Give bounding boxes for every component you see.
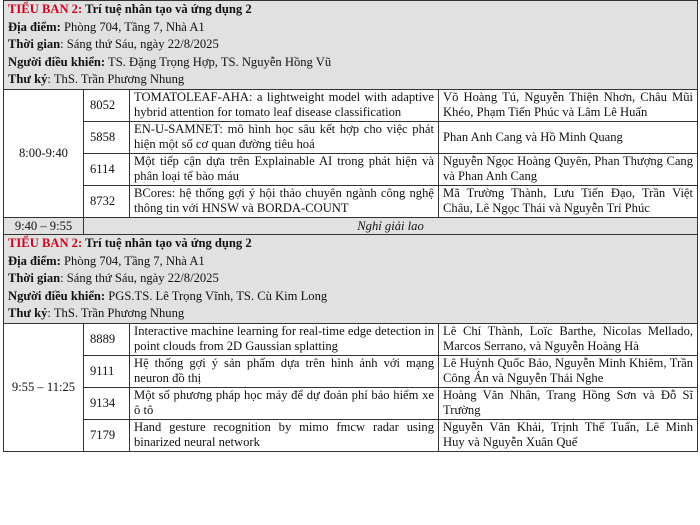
session-label: TIỂU BAN 2: bbox=[8, 235, 83, 250]
table-row bbox=[4, 419, 698, 451]
chairs-line bbox=[4, 54, 697, 72]
table-row bbox=[4, 355, 698, 387]
program-table bbox=[3, 0, 698, 452]
paper-id: 7179 bbox=[84, 419, 130, 451]
paper-authors: Mã Trường Thành, Lưu Tiến Đạo, Trần Việt Châu, Lê Ngọc Thái và Nguyễn Trí Phúc bbox=[439, 185, 698, 217]
paper-title: BCores: hệ thống gợi ý hội thảo chuyên ngành công nghệ thông tin với HNSW và BORDA-COUNT bbox=[130, 185, 439, 217]
session-info bbox=[4, 234, 698, 323]
secretary-label: Thư ký bbox=[8, 306, 48, 321]
location-value: Phòng 704, Tầng 7, Nhà A1 bbox=[60, 19, 205, 34]
paper-authors: Hoàng Văn Nhân, Trang Hồng Sơn và Đỗ Sĩ Trường bbox=[439, 387, 698, 419]
chairs-label: Người điều khiển: bbox=[8, 54, 106, 69]
paper-id: 9134 bbox=[84, 387, 130, 419]
paper-authors: Phan Anh Cang và Hồ Minh Quang bbox=[439, 121, 698, 153]
chairs-value: PGS.TS. Lê Trọng Vĩnh, TS. Cù Kim Long bbox=[105, 288, 328, 303]
location-label: Địa điểm: bbox=[8, 253, 61, 268]
session-header bbox=[4, 234, 698, 323]
paper-id: 8889 bbox=[84, 323, 130, 355]
table-row bbox=[4, 89, 698, 121]
paper-id: 8732 bbox=[84, 185, 130, 217]
paper-authors: Nguyễn Ngọc Hoàng Quyên, Phan Thượng Cang và Phan Anh Cang bbox=[439, 153, 698, 185]
time-slot: 8:00-9:40 bbox=[4, 89, 84, 217]
break-label: Nghỉ giải lao bbox=[84, 217, 698, 234]
paper-authors: Nguyễn Văn Khải, Trịnh Thế Tuấn, Lê Minh Huy và Nguyễn Xuân Quế bbox=[439, 419, 698, 451]
time-line bbox=[4, 270, 697, 288]
session-title: Trí tuệ nhân tạo và ứng dụng 2 bbox=[82, 2, 252, 16]
location-line bbox=[4, 253, 697, 271]
paper-title: Hand gesture recognition by mimo fmcw radar using binarized neural network bbox=[130, 419, 439, 451]
location-label: Địa điểm: bbox=[8, 19, 61, 34]
paper-id: 5858 bbox=[84, 121, 130, 153]
secretary-value: : ThS. Trần Phương Nhung bbox=[47, 72, 185, 87]
time-line bbox=[4, 36, 697, 54]
paper-id: 8052 bbox=[84, 89, 130, 121]
time-slot: 9:55 – 11:25 bbox=[4, 323, 84, 451]
table-row bbox=[4, 153, 698, 185]
session-header bbox=[4, 1, 698, 90]
time-label: Thời gian bbox=[8, 37, 61, 52]
break-row bbox=[4, 217, 698, 234]
table-row bbox=[4, 323, 698, 355]
session-title-line bbox=[4, 235, 697, 253]
secretary-line bbox=[4, 71, 697, 89]
paper-title: Hệ thống gợi ý sản phẩm dựa trên hình ảnh với mạng neuron đồ thị bbox=[130, 355, 439, 387]
break-time: 9:40 – 9:55 bbox=[4, 217, 84, 234]
secretary-line bbox=[4, 305, 697, 323]
chairs-line bbox=[4, 288, 697, 306]
paper-authors: Võ Hoàng Tú, Nguyễn Thiện Nhơn, Châu Mũi Khéo, Phạm Tiến Phúc và Lâm Lê Huấn bbox=[439, 89, 698, 121]
location-line bbox=[4, 19, 697, 37]
paper-title: EN-U-SAMNET: mô hình học sâu kết hợp cho việc phát hiện một số cơ quan đường tiêu hoá bbox=[130, 121, 439, 153]
session-label: TIỂU BAN 2: bbox=[8, 2, 83, 16]
session-info bbox=[4, 1, 698, 90]
time-label: Thời gian bbox=[8, 271, 61, 286]
session-title-line bbox=[4, 1, 697, 19]
paper-title: Một số phương pháp học máy để dự đoán phí bảo hiểm xe ô tô bbox=[130, 387, 439, 419]
paper-authors: Lê Huỳnh Quốc Bảo, Nguyễn Minh Khiêm, Trần Công Án và Nguyễn Thái Nghe bbox=[439, 355, 698, 387]
paper-title: Một tiếp cận dựa trên Explainable AI trong phát hiện và phân loại tế bào máu bbox=[130, 153, 439, 185]
time-value: : Sáng thứ Sáu, ngày 22/8/2025 bbox=[60, 271, 219, 286]
table-row bbox=[4, 121, 698, 153]
time-value: : Sáng thứ Sáu, ngày 22/8/2025 bbox=[60, 37, 219, 52]
table-row bbox=[4, 387, 698, 419]
paper-title: Interactive machine learning for real-time edge detection in point clouds from 2D Gaussian splatting bbox=[130, 323, 439, 355]
paper-title: TOMATOLEAF-AHA: a lightweight model with adaptive hybrid attention for tomato leaf disease classification bbox=[130, 89, 439, 121]
paper-id: 9111 bbox=[84, 355, 130, 387]
secretary-value: : ThS. Trần Phương Nhung bbox=[47, 306, 185, 321]
table-row bbox=[4, 185, 698, 217]
location-value: Phòng 704, Tầng 7, Nhà A1 bbox=[60, 253, 205, 268]
chairs-value: TS. Đặng Trọng Hợp, TS. Nguyễn Hồng Vũ bbox=[105, 54, 332, 69]
session-title: Trí tuệ nhân tạo và ứng dụng 2 bbox=[82, 235, 252, 250]
paper-authors: Lê Chí Thành, Loïc Barthe, Nicolas Mellado, Marcos Serrano, và Nguyễn Hoàng Hà bbox=[439, 323, 698, 355]
paper-id: 6114 bbox=[84, 153, 130, 185]
chairs-label: Người điều khiển: bbox=[8, 288, 106, 303]
secretary-label: Thư ký bbox=[8, 72, 48, 87]
